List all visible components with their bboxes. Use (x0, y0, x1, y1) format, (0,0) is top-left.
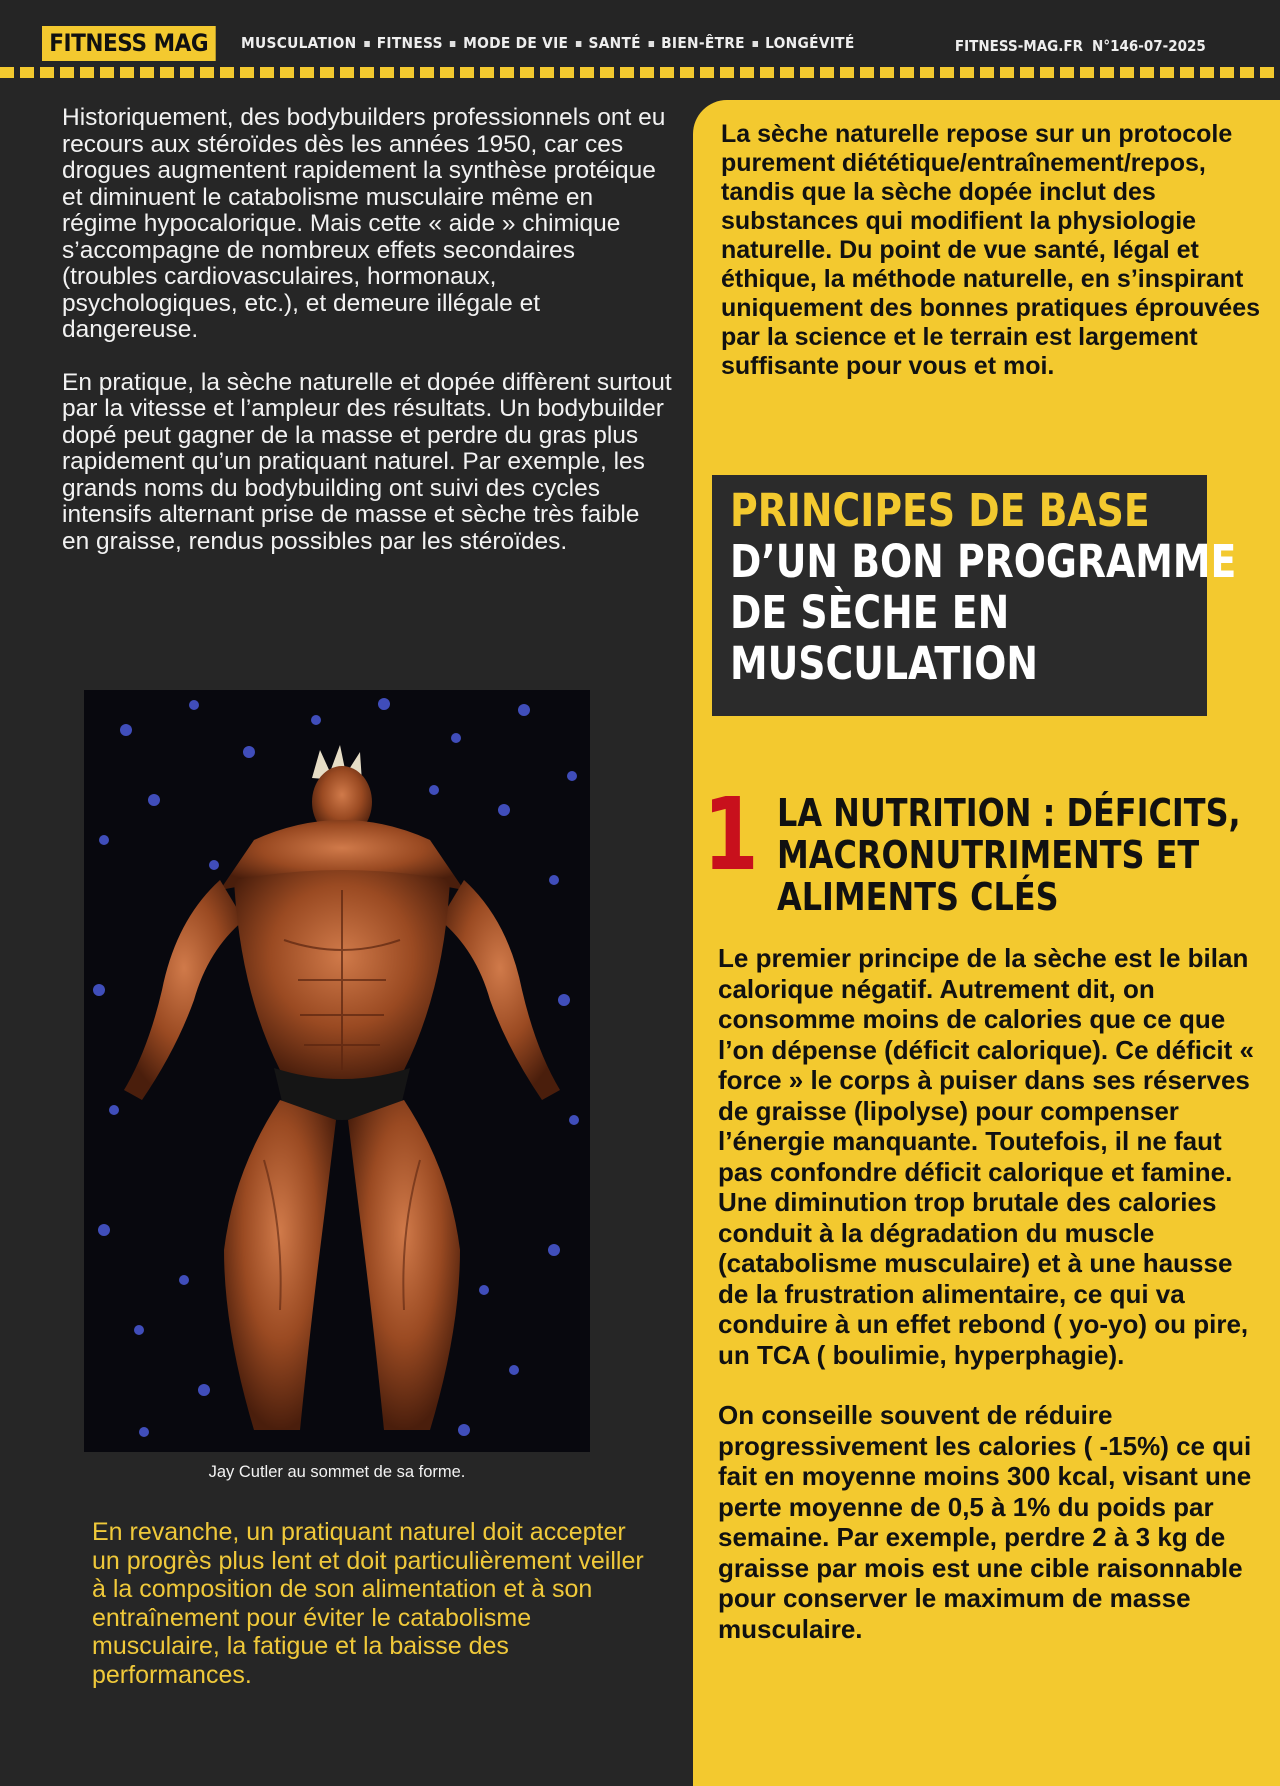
nav-item-fitness[interactable]: FITNESS (376, 34, 443, 52)
section-nav (241, 34, 855, 52)
section-title-line: ALIMENTS CLÉS (777, 875, 1059, 919)
heading-highlight: PRINCIPES DE BASE (730, 484, 1150, 537)
section-title-line: MACRONUTRIMENTS ET (777, 833, 1200, 877)
nav-item-sante[interactable]: SANTÉ (588, 34, 641, 52)
section-heading-box (712, 475, 1237, 716)
nav-item-musculation[interactable]: MUSCULATION (241, 34, 357, 52)
intro-paragraph: La sèche naturelle repose sur un protocole purement diététique/entraînement/repos, tandis que la sèche dopée inclut des substances qui modifient la physiologie naturelle. Du point de vue santé, légal et éthique, la méthode naturelle, en s’inspirant uniquement des bonnes pratiques éprouvées par la science et le terrain est largement suffisante pour vous et moi. (721, 120, 1261, 380)
paragraph-calorie-deficit: Le premier principe de la sèche est le bilan calorique négatif. Autrement dit, on consomme moins de calories que ce que l’on dépense (déficit calorique). Ce déficit « force » le corps à puiser dans ses réserves de graisse (lipolyse) pour compenser l’énergie manquante. Toutefois, il ne faut pas confondre déficit calorique et famine. Une diminution trop brutale des calories conduit à la dégradation du muscle (catabolisme musculaire) et à une hausse de la frustration alimentaire, ce qui va conduire à un effet rebond ( yo-yo) ou pire, un TCA ( boulimie, hyperphagie). (718, 943, 1254, 1370)
section-title (777, 792, 1241, 918)
nav-separator (752, 41, 758, 47)
nav-separator (364, 41, 370, 47)
paragraph-natural-athlete: En revanche, un pratiquant naturel doit accepter un progrès plus lent et doit particulièrement veiller à la composition de son alimentation et à son entraînement pour éviter le catabolisme musculaire, la fatigue et la baisse des performances. (92, 1518, 644, 1689)
bodybuilder-photo (84, 690, 590, 1452)
photo-caption: Jay Cutler au sommet de sa forme. (208, 1463, 466, 1481)
issue-number: N°146-07-2025 (1092, 37, 1206, 55)
section-title-line: LA NUTRITION : DÉFICITS, (777, 791, 1241, 835)
paragraph-history: Historiquement, des bodybuilders professionnels ont eu recours aux stéroïdes dès les années 1950, car ces drogues augmentent rapidement la synthèse protéique et diminuent le catabolisme musculaire même en régime hypocalorique. Mais cette « aide » chimique s’accompagne de nombreux effets secondaires (troubles cardiovasculaires, hormonaux, psychologiques, etc.), et demeure illégale et dangereuse. (62, 104, 666, 343)
dashed-divider (0, 67, 1280, 78)
paragraph-practice: En pratique, la sèche naturelle et dopée diffèrent surtout par la vitesse et l’ampleur des résultats. Un bodybuilder dopé peut gagner de la masse et perdre du gras plus rapidement qu’un pratiquant naturel. Par exemple, les grands noms du bodybuilding ont suivi des cycles intensifs alternant prise de masse et sèche très faible en graisse, rendus possibles par les stéroïdes. (62, 368, 672, 555)
photo-illustration (84, 690, 590, 1452)
heading-line: D’UN BON PROGRAMME (730, 535, 1237, 588)
heading-line: DE SÈCHE EN (730, 586, 1010, 639)
section-number: 1 (703, 776, 759, 893)
magazine-logo[interactable]: FITNESS MAG (42, 26, 215, 61)
nav-item-longevite[interactable]: LONGÉVITÉ (765, 34, 855, 52)
masthead (0, 0, 1280, 70)
nav-separator (576, 41, 582, 47)
heading-line: MUSCULATION (730, 637, 1039, 690)
paragraph-calorie-reduction: On conseille souvent de réduire progressivement les calories ( -15%) ce qui fait en moyenne moins 300 kcal, visant une perte moyenne de 0,5 à 1% du poids par semaine. Par exemple, perdre 2 à 3 kg de graisse par mois est une cible raisonnable pour conserver le maximum de masse musculaire. (718, 1400, 1252, 1644)
left-column (62, 105, 672, 555)
issue-info (955, 37, 1206, 55)
nav-item-mode-de-vie[interactable]: MODE DE VIE (463, 34, 569, 52)
site-url[interactable]: FITNESS-MAG.FR (955, 37, 1084, 55)
nav-separator (450, 41, 456, 47)
right-column-panel (693, 100, 1280, 1786)
section-body (718, 943, 1268, 1644)
nav-item-bien-etre[interactable]: BIEN-ÊTRE (661, 34, 745, 52)
nav-separator (648, 41, 654, 47)
